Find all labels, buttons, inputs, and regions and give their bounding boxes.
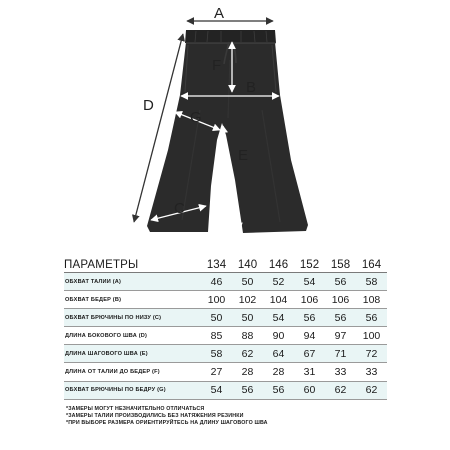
table-cell: 102 — [232, 291, 263, 309]
table-cell: 46 — [201, 273, 232, 291]
footnote: *ПРИ ВЫБОРЕ РАЗМЕРА ОРИЕНТИРУЙТЕСЬ НА ДЛИНУ ШАГОВОГО ШВА — [66, 420, 268, 427]
table-row — [64, 345, 387, 363]
table-cell: 58 — [201, 345, 232, 363]
label-g: G — [190, 109, 202, 126]
table-cell: 28 — [263, 363, 294, 381]
row-parameter-name: ДЛИНА ОТ ТАЛИИ ДО БЕДЕР (F) — [64, 363, 201, 381]
table-cell: 56 — [325, 273, 356, 291]
table-cell: 62 — [232, 345, 263, 363]
size-header: 158 — [325, 254, 356, 273]
table-cell: 50 — [232, 273, 263, 291]
row-parameter-name: ОБХВАТ БРЮЧИНЫ ПО НИЗУ (C) — [64, 309, 201, 327]
label-b: B — [246, 79, 257, 96]
table-cell: 56 — [232, 381, 263, 399]
table-cell: 52 — [263, 273, 294, 291]
table-cell: 56 — [356, 309, 387, 327]
table-cell: 33 — [325, 363, 356, 381]
size-chart-table — [64, 254, 387, 400]
row-parameter-name: ОБХВАТ БЕДЕР (B) — [64, 291, 201, 309]
table-cell: 67 — [294, 345, 325, 363]
waistband — [185, 30, 276, 43]
table-cell: 56 — [294, 309, 325, 327]
table-cell: 72 — [356, 345, 387, 363]
table-cell: 106 — [325, 291, 356, 309]
label-e: E — [238, 147, 249, 164]
table-cell: 100 — [356, 327, 387, 345]
trousers-silhouette — [147, 30, 308, 233]
size-header: 140 — [232, 254, 263, 273]
table-cell: 97 — [325, 327, 356, 345]
table-cell: 71 — [325, 345, 356, 363]
table-cell: 27 — [201, 363, 232, 381]
table-row — [64, 363, 387, 381]
row-parameter-name: ДЛИНА ШАГОВОГО ШВА (E) — [64, 345, 201, 363]
footnote: *ЗАМЕРЫ ТАЛИИ ПРОИЗВОДИЛИСЬ БЕЗ НАТЯЖЕНИЯ РЕЗИНКИ — [66, 413, 244, 420]
label-a: A — [214, 5, 225, 22]
table-cell: 50 — [232, 309, 263, 327]
table-row — [64, 327, 387, 345]
row-parameter-name: ОБХВАТ ТАЛИИ (A) — [64, 273, 201, 291]
table-cell: 56 — [263, 381, 294, 399]
footnotes — [66, 406, 396, 428]
table-cell: 56 — [325, 309, 356, 327]
table-cell: 106 — [294, 291, 325, 309]
table-cell: 62 — [325, 381, 356, 399]
label-c: C — [174, 200, 185, 217]
size-header: 164 — [356, 254, 387, 273]
footnote: *ЗАМЕРЫ МОГУТ НЕЗНАЧИТЕЛЬНО ОТЛИЧАТЬСЯ — [66, 406, 205, 412]
table-cell: 54 — [294, 273, 325, 291]
table-cell: 62 — [356, 381, 387, 399]
size-header: 152 — [294, 254, 325, 273]
table-cell: 90 — [263, 327, 294, 345]
table-cell: 58 — [356, 273, 387, 291]
table-row — [64, 273, 387, 291]
table-cell: 50 — [201, 309, 232, 327]
table-cell: 64 — [263, 345, 294, 363]
table-cell: 94 — [294, 327, 325, 345]
label-f: F — [212, 57, 222, 74]
table-cell: 31 — [294, 363, 325, 381]
table-header-row — [64, 254, 387, 273]
table-cell: 28 — [232, 363, 263, 381]
table-cell: 60 — [294, 381, 325, 399]
table-row — [64, 291, 387, 309]
label-d: D — [143, 97, 154, 114]
table-row — [64, 309, 387, 327]
table-cell: 88 — [232, 327, 263, 345]
size-header: 146 — [263, 254, 294, 273]
table-row — [64, 381, 387, 399]
table-cell: 54 — [201, 381, 232, 399]
table-cell: 54 — [263, 309, 294, 327]
row-parameter-name: ОБХВАТ БРЮЧИНЫ ПО БЕДРУ (G) — [64, 381, 201, 399]
row-parameter-name: ДЛИНА БОКОВОГО ШВА (D) — [64, 327, 201, 345]
table-cell: 104 — [263, 291, 294, 309]
table-cell: 33 — [356, 363, 387, 381]
table-title: ПАРАМЕТРЫ — [64, 254, 201, 273]
table-cell: 85 — [201, 327, 232, 345]
table-cell: 100 — [201, 291, 232, 309]
size-header: 134 — [201, 254, 232, 273]
table-cell: 108 — [356, 291, 387, 309]
